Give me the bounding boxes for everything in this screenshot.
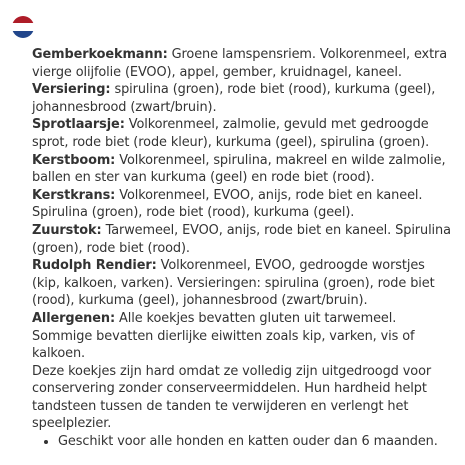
section-versiering xyxy=(32,81,453,116)
section-label: Zuurstok: xyxy=(32,222,102,238)
section-text: Alle koekjes bevatten gluten uit tarwemeel. Sommige bevatten dierlijke eiwitten zoals kip, varken, vis of kalkoen. xyxy=(32,310,415,362)
hardness-paragraph: Deze koekjes zijn hard omdat ze volledig zijn uitgedroogd voor conservering zonder conserveermiddelen. Hun hardheid helpt tandsteen tussen de tanden te verwijderen en verlengt het speelplezier. xyxy=(32,363,432,432)
section-label: Versiering: xyxy=(32,82,111,98)
section-label: Gemberkoekmann: xyxy=(32,47,168,62)
section-kerstboom xyxy=(32,152,453,187)
section-text: Volkorenmeel, EVOO, gedroogde worstjes (kip, kalkoen, varken). Versieringen: spirulina (groen), rode biet (rood), kurkuma (geel), johannesbrood (zwart/bruin). xyxy=(32,258,435,309)
bullet-list xyxy=(32,433,453,451)
list-item: • Geschikt voor alle honden en katten ouder dan 6 maanden. xyxy=(58,433,453,451)
netherlands-flag-icon xyxy=(12,16,34,38)
section-text: spirulina (groen), rode biet (rood), kurkuma (geel), johannesbrood (zwart/bruin). xyxy=(32,82,436,115)
section-gemberkoekmann xyxy=(32,46,453,81)
product-description xyxy=(32,46,453,451)
section-label: Rudolph Rendier: xyxy=(32,258,157,274)
section-text: Tarwemeel, EVOO, anijs, rode biet en kaneel. Spirulina (groen), rode biet (rood). xyxy=(32,222,451,256)
section-kerstkrans xyxy=(32,187,453,222)
section-label: Sprotlaarsje: xyxy=(32,117,125,133)
section-allergenen xyxy=(32,310,453,363)
section-text: Volkorenmeel, spirulina, makreel en wilde zalmolie, ballen en ster van kurkuma (geel) en rode biet (rood). xyxy=(32,152,446,186)
section-label: Kerstkrans: xyxy=(32,187,116,203)
section-text: Volkorenmeel, zalmolie, gevuld met gedroogde sprot, rode biet (rode kleur), kurkuma (geel), spirulina (groen). xyxy=(32,117,430,150)
section-text: Groene lamspensriem. Volkorenmeel, extra vierge olijfolie (EVOO), appel, gember, kruidnagel, kaneel. xyxy=(32,47,448,80)
section-zuurstok xyxy=(32,222,453,257)
section-rudolph-rendier xyxy=(32,257,453,310)
section-text: Volkorenmeel, EVOO, anijs, rode biet en kaneel. Spirulina (groen), rode biet (rood), kurkuma (geel). xyxy=(32,187,423,221)
flag-stripe-red xyxy=(12,16,34,23)
section-label: Allergenen: xyxy=(32,310,116,326)
flag-stripe-white xyxy=(12,23,34,30)
flag-stripe-blue xyxy=(12,31,34,38)
section-sprotlaarsje xyxy=(32,116,453,151)
section-label: Kerstboom: xyxy=(32,152,116,168)
